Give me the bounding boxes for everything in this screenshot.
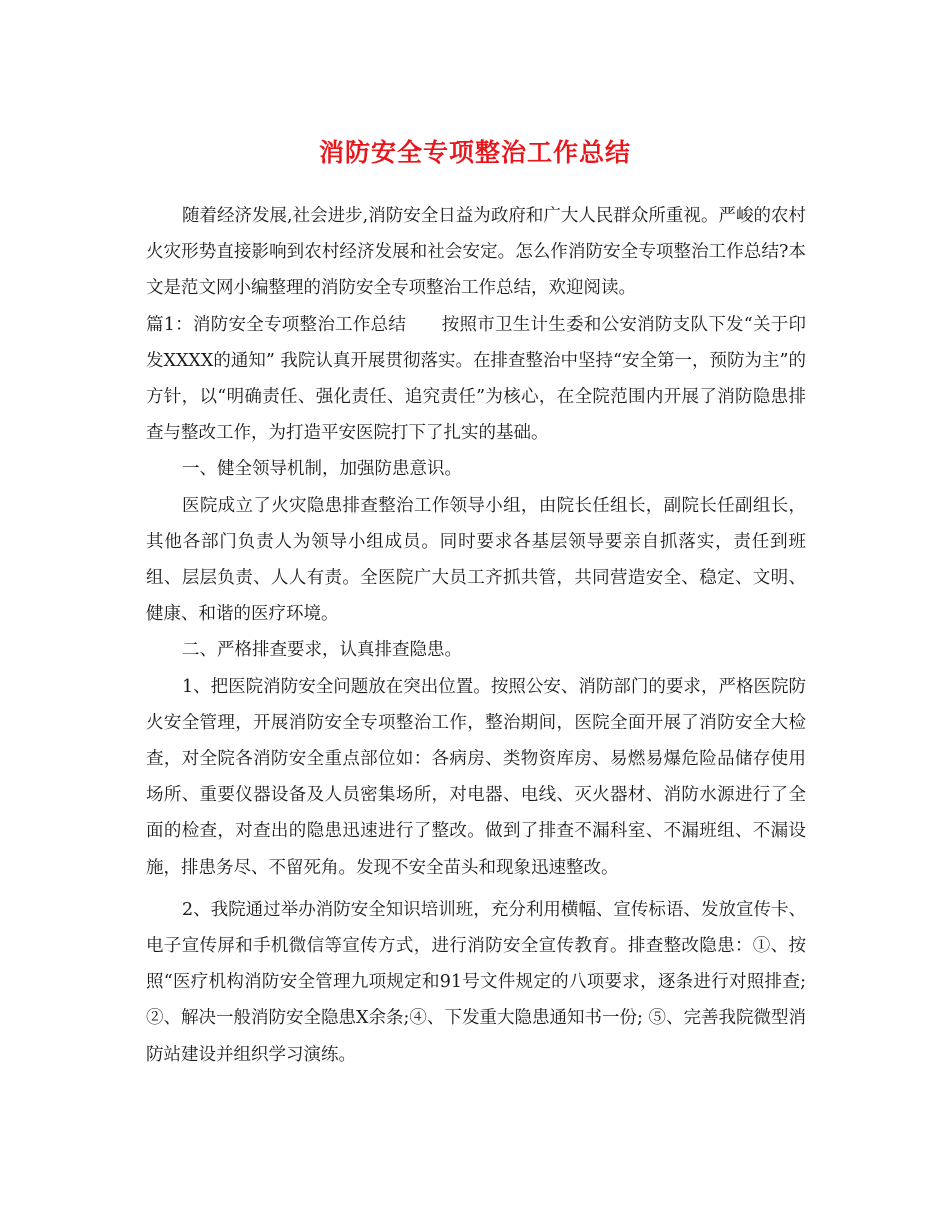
- inspection-paragraph-2: 2、我院通过举办消防安全知识培训班，充分利用横幅、宣传标语、发放宣传卡、电子宣传屏和手机微信等宣传方式，进行消防安全宣传教育。排查整改隐患：①、按照“医疗机构消防安全管理九项规定和91号文件规定的八项要求，逐条进行对照排查; ②、解决一般消防安全隐患X余条;④、下发重大隐患通知书一份; ⑤、完善我院微型消防站建设并组织学习演练。: [146, 899, 806, 1065]
- heading-leadership: 一、健全领导机制，加强防患意识。: [182, 459, 462, 480]
- heading-inspection: 二、严格排查要求，认真排查隐患。: [182, 640, 462, 661]
- document-title: 消防安全专项整治工作总结: [318, 138, 631, 167]
- intro-paragraph: 随着经济发展,社会进步,消防安全日益为政府和广大人民群众所重视。严峻的农村火灾形势直接影响到农村经济发展和社会安定。怎么作消防安全专项整治工作总结?本文是范文网小编整理的消防安全专项整治工作总结，欢迎阅读。: [146, 206, 806, 299]
- inspection-paragraph-1: 1、把医院消防安全问题放在突出位置。按照公安、消防部门的要求，严格医院防火安全管理，开展消防安全专项整治工作，整治期间，医院全面开展了消防安全大检查，对全院各消防安全重点部位如：各病房、类物资库房、易燃易爆危险品储存使用场所、重要仪器设备及人员密集场所，对电器、电线、灭火器材、消防水源进行了全面的检查，对查出的隐患迅速进行了整改。做到了排查不漏科室、不漏班组、不漏设施，排患务尽、不留死角。发现不安全苗头和现象迅速整改。: [146, 676, 806, 878]
- leadership-paragraph: 医院成立了火灾隐患排查整治工作领导小组，由院长任组长，副院长任副组长，其他各部门负责人为领导小组成员。同时要求各基层领导要亲自抓落实，责任到班组、层层负责、人人有责。全医院广大员工齐抓共管，共同营造安全、稳定、文明、健康、和谐的医疗环境。: [146, 495, 806, 625]
- document-body: [146, 198, 806, 1073]
- section-1-paragraph: 篇1：消防安全专项整治工作总结 按照市卫生计生委和公安消防支队下发“关于印发XXXX的通知” 我院认真开展贯彻落实。在排查整治中坚持“安全第一，预防为主”的方针，以“明确责任、强化责任、追究责任”为核心，在全院范围内开展了消防隐患排查与整改工作，为打造平安医院打下了扎实的基础。: [146, 314, 806, 444]
